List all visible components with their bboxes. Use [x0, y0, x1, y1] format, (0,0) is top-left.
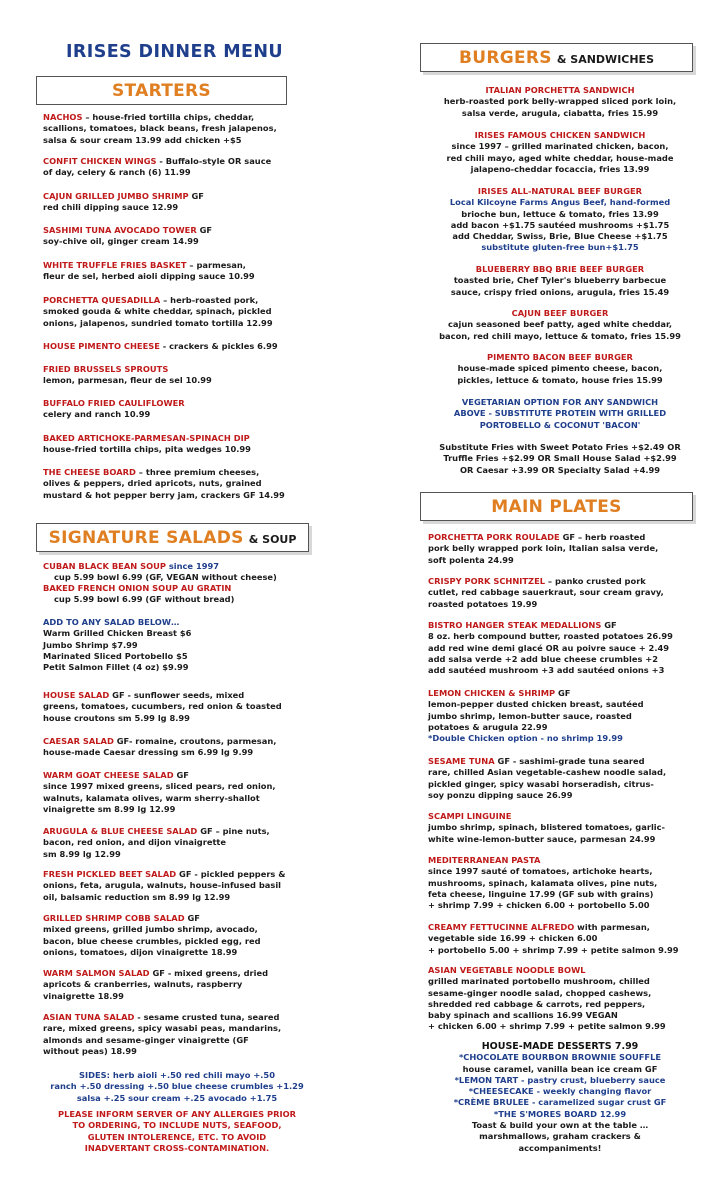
desserts: HOUSE-MADE DESSERTS 7.99 *CHOCOLATE BOURBON BROWNIE SOUFFLE house caramel, vanilla bean ice cream GF *LEMON TART - pastry crust, blueberry sauce *CHEESECAKE - weekly changing flavor *CRÈME BRULEE - caramelized sugar crust GF *THE S'MORES BOARD 12.99 Toast & build your own at the table … marshmallows, graham crackers & accompaniments! [428, 1041, 692, 1154]
add-to-salad [43, 617, 311, 673]
plate-schnitzel: CRISPY PORK SCHNITZEL – panko crusted pork cutlet, red cabbage sauerkraut, sour cream gravy, roasted potatoes 19.99 [428, 576, 664, 609]
burger-blueberry: BLUEBERRY BBQ BRIE BEEF BURGER toasted brie, Chef Tyler's blueberry barbecue sauce, crispy fried onions, arugula, fries 15.49 [450, 264, 670, 297]
salad-arugula: ARUGULA & BLUE CHEESE SALAD GF – pine nuts, bacon, red onion, and dijon vinaigrette sm 8.99 lg 12.99 [43, 826, 270, 859]
starter-tuna-tower: SASHIMI TUNA AVOCADO TOWER GF soy-chive oil, ginger cream 14.99 [43, 225, 213, 247]
burger-pimento: PIMENTO BACON BEEF BURGER house-made spiced pimento cheese, bacon, pickles, lettuce & tomato, house fries 15.99 [457, 352, 663, 385]
soup-french-onion: BAKED FRENCH ONION SOUP AU GRATIN cup 5.99 bowl 6.99 (GF without bread) [43, 583, 235, 605]
salad-beet: FRESH PICKLED BEET SALAD GF - pickled peppers & onions, feta, arugula, walnuts, house-infused basil oil, balsamic reduction sm 8.99 lg 12.99 [43, 869, 286, 902]
main-plates-title: MAIN PLATES [491, 496, 622, 517]
add-to-salad-header: ADD TO ANY SALAD BELOW… [43, 617, 180, 627]
vegetarian-note: VEGETARIAN OPTION FOR ANY SANDWICH ABOVE - SUBSTITUTE PROTEIN WITH GRILLED PORTOBELLO & COCONUT 'BACON' [453, 397, 667, 430]
starter-cauliflower: BUFFALO FRIED CAULIFLOWER celery and ranch 10.99 [43, 398, 185, 420]
list-item: Jumbo Shrimp $7.99 [43, 639, 138, 650]
burger-chicken: IRISES FAMOUS CHICKEN SANDWICH since 1997 – grilled marinated chicken, bacon, red chili mayo, aged white cheddar, house-made jalapeno-cheddar focaccia, fries 13.99 [446, 130, 674, 174]
burger-porchetta: ITALIAN PORCHETTA SANDWICH herb-roasted pork belly-wrapped sliced pork loin, salsa verde, arugula, ciabatta, fries 15.99 [443, 85, 677, 118]
burgers-header [420, 43, 693, 72]
starter-truffle-fries: WHITE TRUFFLE FRIES BASKET – parmesan, fleur de sel, herbed aioli dipping sauce 10.99 [43, 260, 255, 282]
starters-title: STARTERS [112, 80, 211, 101]
salads-title: SIGNATURE SALADS [48, 527, 244, 548]
plate-porchetta-roulade: PORCHETTA PORK ROULADE GF – herb roasted pork belly wrapped pork loin, Italian salsa verde, soft polenta 24.99 [428, 532, 659, 565]
burgers-subtitle: & SANDWICHES [556, 53, 654, 66]
salads-header [36, 523, 309, 552]
salad-salmon: WARM SALMON SALAD GF - mixed greens, dried apricots & cranberries, walnuts, raspberry vinaigrette 18.99 [43, 968, 269, 1001]
burgers-title: BURGERS [459, 47, 552, 68]
soup-black-bean: CUBAN BLACK BEAN SOUP since 1997 cup 5.99 bowl 6.99 (GF, VEGAN without cheese) [43, 561, 277, 583]
starter-cheese-board: THE CHEESE BOARD – three premium cheeses, olives & peppers, dried apricots, nuts, grained mustard & hot pepper berry jam, crackers GF 14.99 [43, 467, 285, 500]
list-item: Petit Salmon Fillet (4 oz) $9.99 [43, 662, 189, 673]
starter-quesadilla: PORCHETTA QUESADILLA – herb-roasted pork, smoked gouda & white cheddar, spinach, pickled onions, jalapenos, sundried tomato tortilla 12.99 [43, 295, 273, 328]
desserts-header: HOUSE-MADE DESSERTS 7.99 [481, 1041, 639, 1052]
substitutions: Substitute Fries with Sweet Potato Fries +$2.49 OR Truffle Fries +$2.99 OR Small House Salad +$2.99 OR Caesar +3.99 OR Specialty Salad +4.99 [439, 442, 681, 475]
starter-wings: CONFIT CHICKEN WINGS - Buffalo-style OR sauce of day, celery & ranch (6) 11.99 [43, 156, 272, 178]
starter-dip: BAKED ARTICHOKE-PARMESAN-SPINACH DIP house-fried tortilla chips, pita wedges 10.99 [43, 433, 251, 455]
menu-title: IRISES DINNER MENU [66, 42, 284, 62]
list-item: Marinated Sliced Portobello $5 [43, 650, 188, 661]
starter-brussels: FRIED BRUSSELS SPROUTS lemon, parmesan, fleur de sel 10.99 [43, 364, 212, 386]
plate-mediterranean: MEDITERRANEAN PASTA since 1997 sauté of tomatoes, artichoke hearts, mushrooms, spinach, kalamata olives, pine nuts, feta cheese, linguine 17.99 (GF sub with grains) + shrimp 7.99 + chicken 6.00 + portobello 5.00 [428, 855, 658, 911]
salad-goat-cheese: WARM GOAT CHEESE SALAD GF since 1997 mixed greens, sliced pears, red onion, walnuts, kalamata olives, warm sherry-shallot vinaigrette sm 8.99 lg 12.99 [43, 770, 276, 814]
starter-pimento: HOUSE PIMENTO CHEESE - crackers & pickles 6.99 [43, 341, 278, 351]
salad-caesar: CAESAR SALAD GF- romaine, croutons, parmesan, house-made Caesar dressing sm 6.99 lg 9.99 [43, 736, 277, 758]
allergy-notice: PLEASE INFORM SERVER OF ANY ALLERGIES PRIOR TO ORDERING, TO INCLUDE NUTS, SEAFOOD, GLUTEN INTOLERENCE, ETC. TO AVOID INADVERTANT CROSS-CONTAMINATION. [57, 1109, 297, 1153]
burger-beef: IRISES ALL-NATURAL BEEF BURGER Local Kilcoyne Farms Angus Beef, hand-formed brioche bun, lettuce & tomato, fries 13.99 add bacon +$1.75 sautéed mushrooms +$1.75 add Cheddar, Swiss, Brie, Blue Cheese +$1.75 substitute gluten-free bun+$1.75 [449, 186, 671, 253]
main-plates-header [420, 492, 693, 521]
sides: SIDES: herb aioli +.50 red chili mayo +.50 ranch +.50 dressing +.50 blue cheese crumbles +1.29 salsa +.25 sour cream +.25 avocado +1.75 [50, 1070, 304, 1103]
salads-subtitle: & SOUP [248, 533, 297, 546]
plate-sesame-tuna: SESAME TUNA GF - sashimi-grade tuna seared rare, chilled Asian vegetable-cashew noodle salad, pickled ginger, spicy wasabi horseradish, citrus- soy ponzu dipping sauce 26.99 [428, 756, 667, 800]
burger-cajun: CAJUN BEEF BURGER cajun seasoned beef patty, aged white cheddar, bacon, red chili mayo, lettuce & tomato, fries 15.99 [439, 308, 681, 341]
salad-asian-tuna: ASIAN TUNA SALAD - sesame crusted tuna, seared rare, mixed greens, spicy wasabi peas, mandarins, almonds and sesame-ginger vinaigrette (GF without peas) 18.99 [43, 1012, 282, 1056]
plate-alfredo: CREAMY FETTUCINNE ALFREDO with parmesan, vegetable side 16.99 + chicken 6.00 + portobello 5.00 + shrimp 7.99 + petite salmon 9.99 [428, 922, 679, 955]
plate-hanger-steak: BISTRO HANGER STEAK MEDALLIONS GF 8 oz. herb compound butter, roasted potatoes 26.99 add red wine demi glacé OR au poivre sauce + 2.49 add salsa verde +2 add blue cheese crumbles +2 add sautéed mushroom +3 add sautéed onions +3 [428, 620, 673, 676]
starter-shrimp: CAJUN GRILLED JUMBO SHRIMP GF red chili dipping sauce 12.99 [43, 191, 204, 213]
plate-scampi: SCAMPI LINGUINE jumbo shrimp, spinach, blistered tomatoes, garlic- white wine-lemon-butter sauce, parmesan 24.99 [428, 811, 665, 844]
salad-cobb: GRILLED SHRIMP COBB SALAD GF mixed greens, grilled jumbo shrimp, avocado, bacon, blue cheese crumbles, pickled egg, red onions, tomatoes, dijon vinaigrette 18.99 [43, 913, 261, 957]
starter-nachos: NACHOS – house-fried tortilla chips, cheddar, scallions, tomatoes, black beans, fresh jalapenos, salsa & sour cream 13.99 add chicken +$5 [43, 112, 277, 145]
list-item: Warm Grilled Chicken Breast $6 [43, 628, 192, 639]
salad-house: HOUSE SALAD GF - sunflower seeds, mixed greens, tomatoes, cucumbers, red onion & toasted house croutons sm 5.99 lg 8.99 [43, 690, 282, 723]
plate-noodle-bowl: ASIAN VEGETABLE NOODLE BOWL grilled marinated portobello mushroom, chilled sesame-ginger noodle salad, chopped cashews, shredded red cabbage & carrots, red peppers, baby spinach and scallions 16.99 VEGAN + chicken 6.00 + shrimp 7.99 + petite salmon 9.99 [428, 965, 666, 1032]
starters-header [36, 76, 287, 105]
plate-lemon-chicken: LEMON CHICKEN & SHRIMP GF lemon-pepper dusted chicken breast, sautéed jumbo shrimp, lemon-butter sauce, roasted potatoes & arugula 22.99 *Double Chicken option - no shrimp 19.99 [428, 688, 644, 744]
